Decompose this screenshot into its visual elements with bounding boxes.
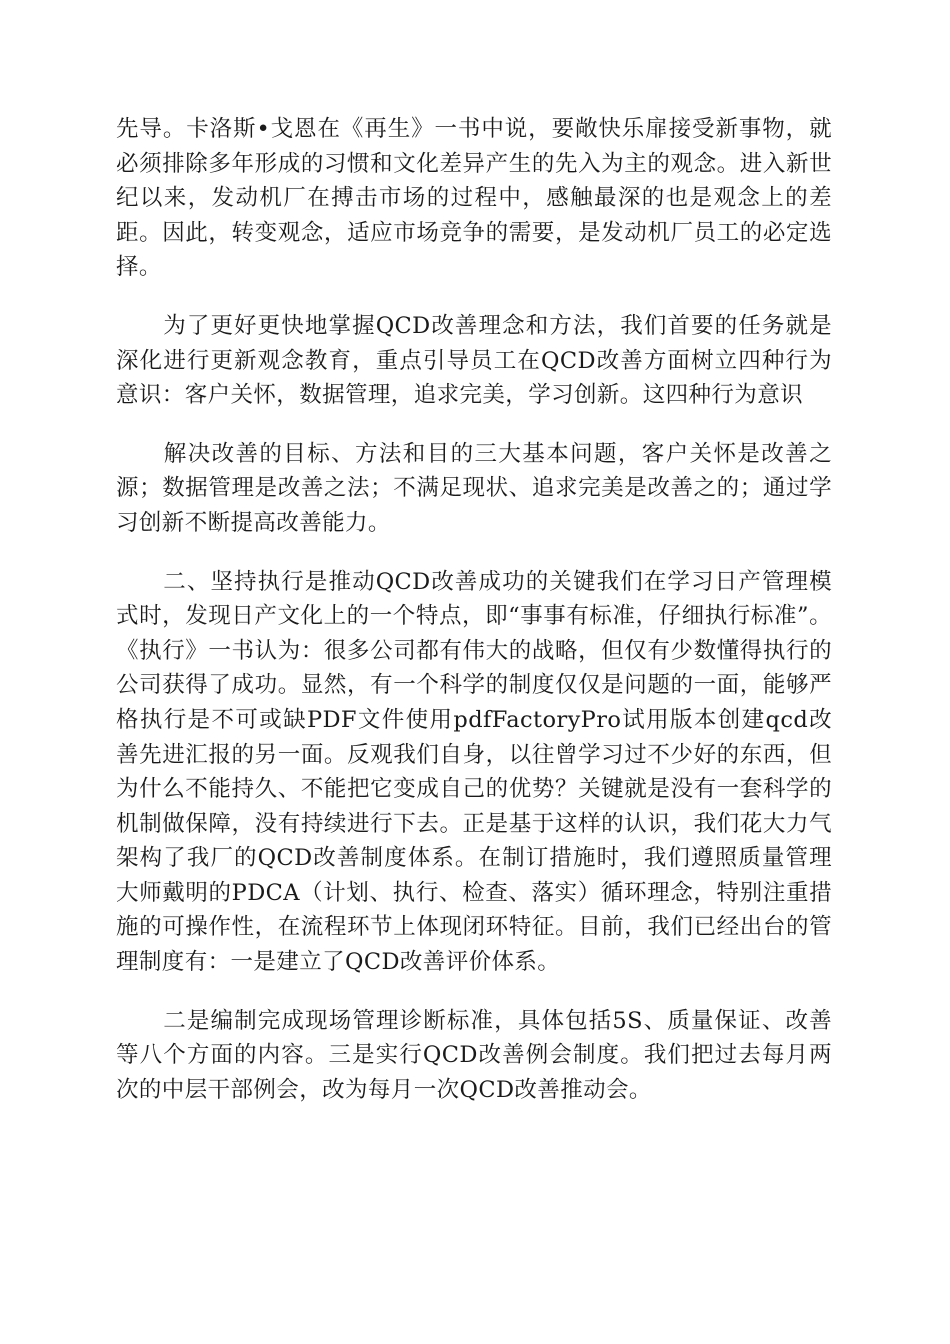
paragraph-4: 二、坚持执行是推动QCD改善成功的关键我们在学习日产管理模式时，发现日产文化上的一个特点，即“事事有标准，仔细执行标准”。《执行》一书认为：很多公司都有伟大的战略，但仅有少数懂得执行的公司获得了成功。显然，有一个科学的制度仅仅是问题的一面，能够严格执行是不可或缺PDF文件使用pdfFactoryPro试用版本创建qcd改善先进汇报的另一面。反观我们自身，以往曾学习过不少好的东西，但为什么不能持久、不能把它变成自己的优势？关键就是没有一套科学的机制做保障，没有持续进行下去。正是基于这样的认识，我们花大力气架构了我厂的QCD改善制度体系。在制订措施时，我们遵照质量管理大师戴明的PDCA（计划、执行、检查、落实）循环理念，特别注重措施的可操作性，在流程环节上体现闭环特征。目前，我们已经出台的管理制度有：一是建立了QCD改善评价体系。: [116, 568, 832, 976]
paragraph-5: 二是编制完成现场管理诊断标准，具体包括5S、质量保证、改善等八个方面的内容。三是实行QCD改善例会制度。我们把过去每月两次的中层干部例会，改为每月一次QCD改善推动会。: [116, 1007, 832, 1103]
paragraph-1: 先导。卡洛斯•戈恩在《再生》一书中说，要敞快乐扉接受新事物，就必须排除多年形成的习惯和文化差异产生的先入为主的观念。进入新世纪以来，发动机厂在搏击市场的过程中，感触最深的也是观念上的差距。因此，转变观念，适应市场竞争的需要，是发动机厂员工的必定选择。: [116, 116, 832, 281]
paragraph-2: 为了更好更快地掌握QCD改善理念和方法，我们首要的任务就是深化进行更新观念教育，重点引导员工在QCD改善方面树立四种行为意识：客户关怀，数据管理，追求完美，学习创新。这四种行为意识: [116, 312, 832, 409]
paragraph-3: 解决改善的目标、方法和目的三大基本问题，客户关怀是改善之源；数据管理是改善之法；不满足现状、追求完美是改善之的；通过学习创新不断提高改善能力。: [116, 440, 832, 536]
document-body: [116, 112, 832, 1131]
